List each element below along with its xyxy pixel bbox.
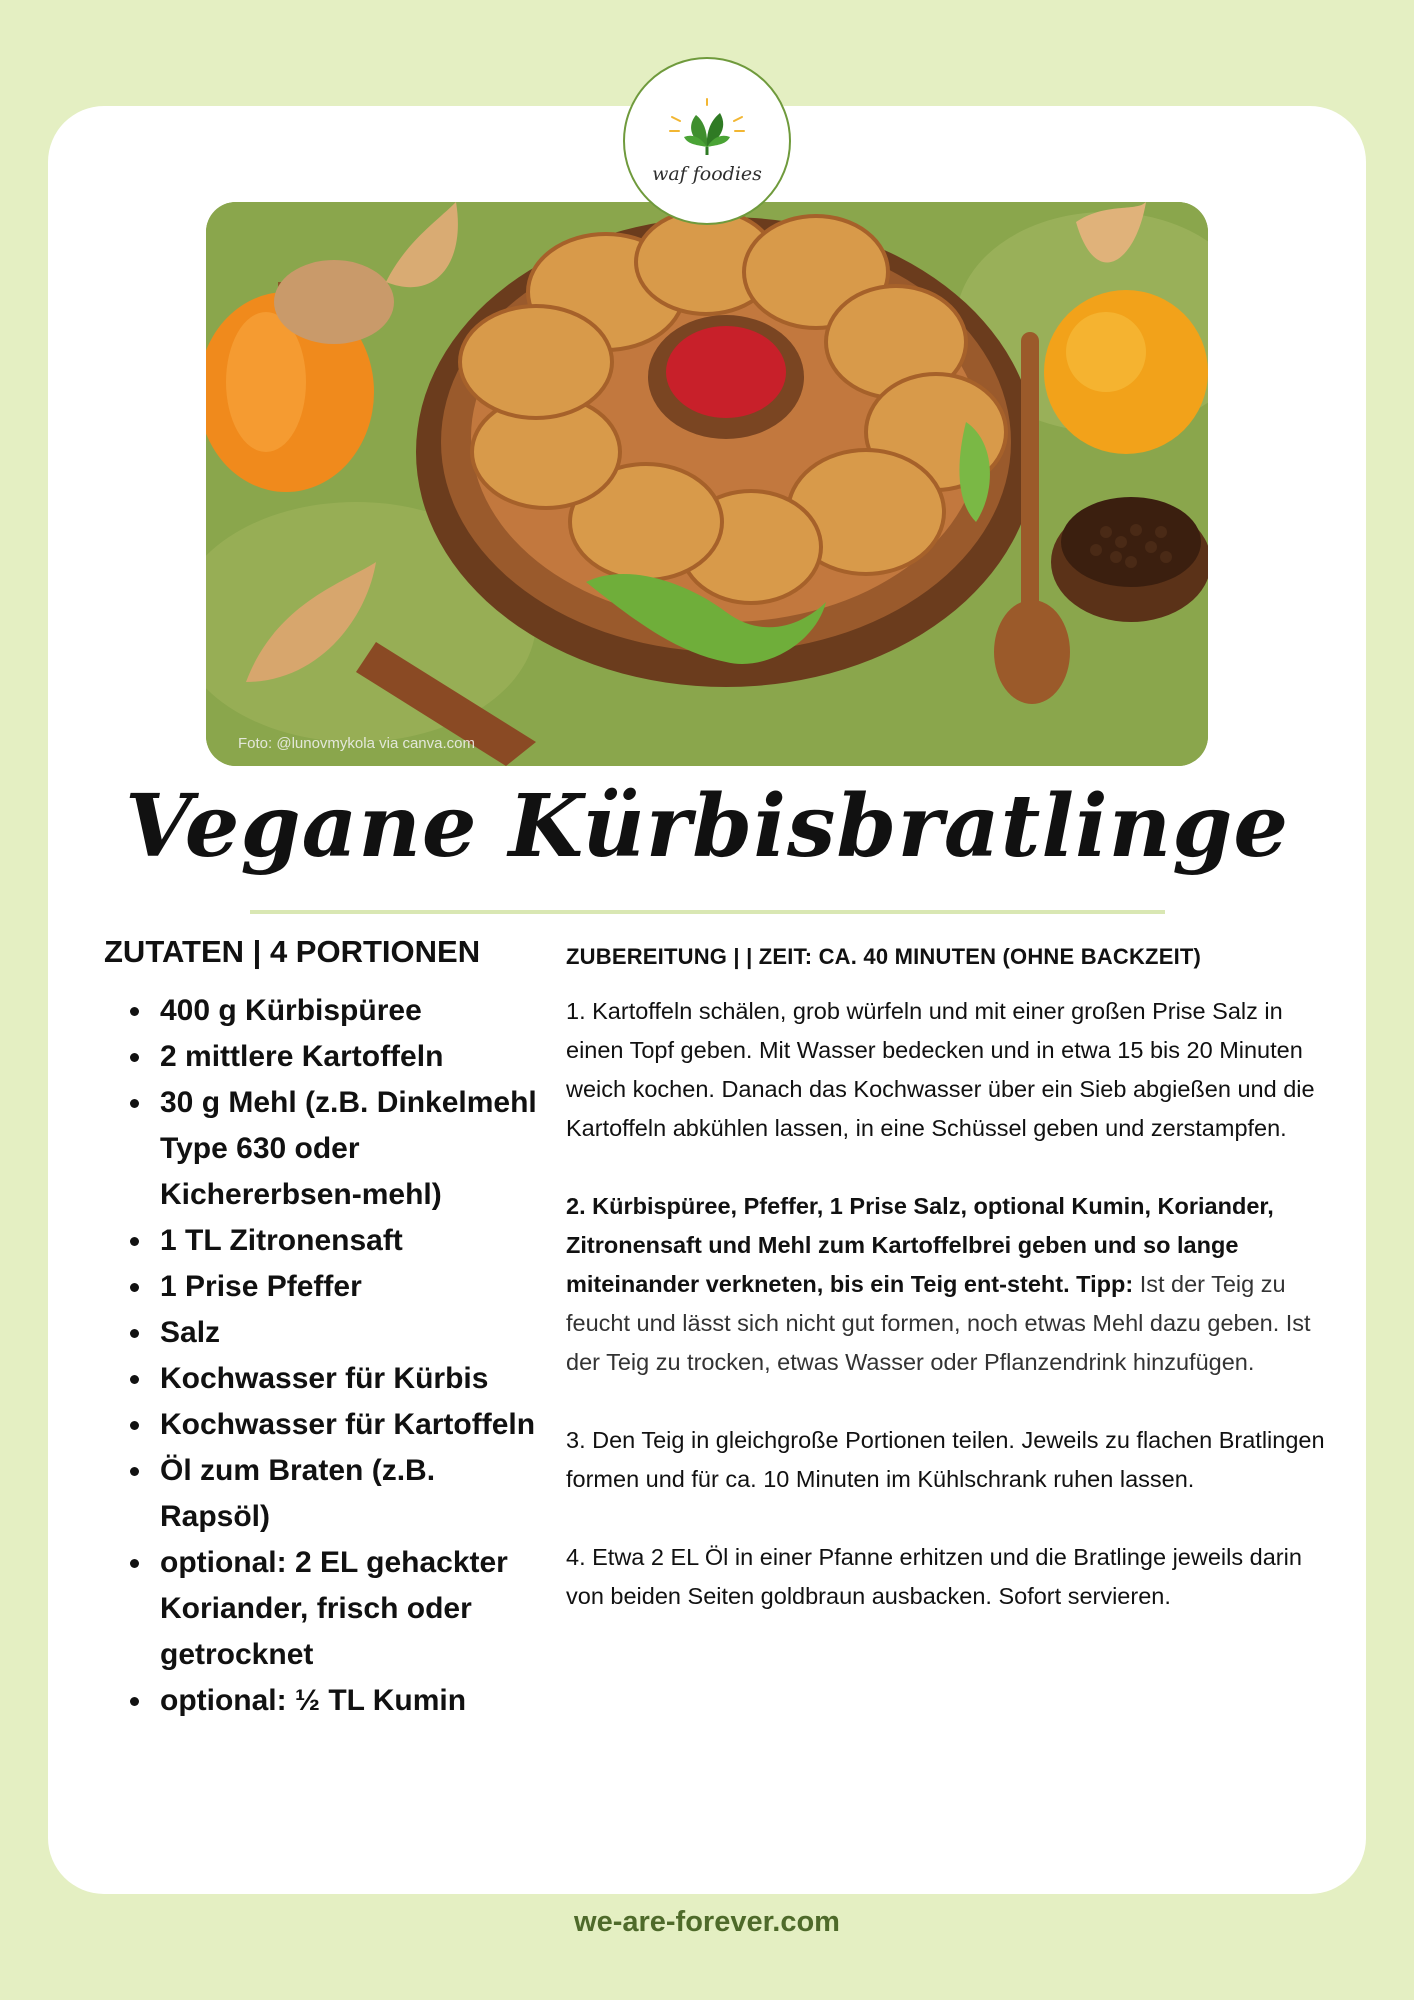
title-underline — [250, 910, 1165, 914]
step-2 — [566, 1187, 1336, 1382]
ingredient-item: 1 TL Zitronensaft — [130, 1218, 540, 1264]
ingredient-item: 1 Prise Pfeffer — [130, 1264, 540, 1310]
ingredient-item: Kochwasser für Kartoffeln — [130, 1402, 540, 1448]
ingredient-item: 30 g Mehl (z.B. Dinkelmehl Type 630 oder Kichererbsen-mehl) — [130, 1080, 540, 1218]
food-photo — [206, 202, 1208, 766]
photo-credit: Foto: @lunovmykola via canva.com — [238, 735, 475, 752]
step-1: 1. Kartoffeln schälen, grob würfeln und mit einer großen Prise Salz in einen Topf geben. Mit Wasser bedecken und in etwa 15 bis 20 Minuten weich kochen. Danach das Kochwasser über ein Sieb abgießen und die Kartoffeln abkühlen lassen, in eine Schüssel geben und zerstampfen. — [566, 998, 1315, 1141]
ingredient-item: 400 g Kürbispüree — [130, 988, 540, 1034]
ingredients-heading: ZUTATEN | 4 PORTIONEN — [104, 934, 481, 969]
basil-leaf-icon — [662, 97, 752, 159]
ingredient-item: Öl zum Braten (z.B. Rapsöl) — [130, 1448, 540, 1540]
hero-image — [206, 202, 1208, 766]
ingredient-item: optional: 2 EL gehackter Koriander, frisch oder getrocknet — [130, 1540, 540, 1678]
step-4: 4. Etwa 2 EL Öl in einer Pfanne erhitzen und die Bratlinge jeweils darin von beiden Seiten goldbraun ausbacken. Sofort servieren. — [566, 1544, 1302, 1609]
footer-url[interactable]: we-are-forever.com — [574, 1906, 840, 1938]
step-2-text: 2. Kürbispüree, Pfeffer, 1 Prise Salz, optional Kumin, Koriander, Zitronensaft und Mehl zum Kartoffelbrei geben und so lange miteinander verkneten, bis ein Teig ent-steht. — [566, 1193, 1274, 1297]
brand-logo — [623, 57, 791, 225]
recipe-title: Vegane Kürbisbratlinge — [124, 776, 1290, 877]
ingredient-item: Salz — [130, 1310, 540, 1356]
ingredient-item: optional: ½ TL Kumin — [130, 1678, 540, 1724]
step-3: 3. Den Teig in gleichgroße Portionen teilen. Jeweils zu flachen Bratlingen formen und für ca. 10 Minuten im Kühlschrank ruhen lassen. — [566, 1427, 1325, 1492]
logo-text: waf foodies — [652, 163, 762, 185]
tip-label: Tipp: — [1076, 1271, 1134, 1297]
preparation-heading: ZUBEREITUNG | | ZEIT: CA. 40 MINUTEN (OHNE BACKZEIT) — [566, 944, 1202, 969]
preparation-steps — [566, 992, 1336, 1655]
tip-text: Ist der Teig zu feucht und lässt sich nicht gut formen, noch etwas Mehl dazu geben. Ist der Teig zu trocken, etwas Wasser oder Pflanzendrink hinzufügen. — [566, 1271, 1311, 1375]
ingredient-item: Kochwasser für Kürbis — [130, 1356, 540, 1402]
ingredients-list — [130, 988, 540, 1724]
ingredient-item: 2 mittlere Kartoffeln — [130, 1034, 540, 1080]
